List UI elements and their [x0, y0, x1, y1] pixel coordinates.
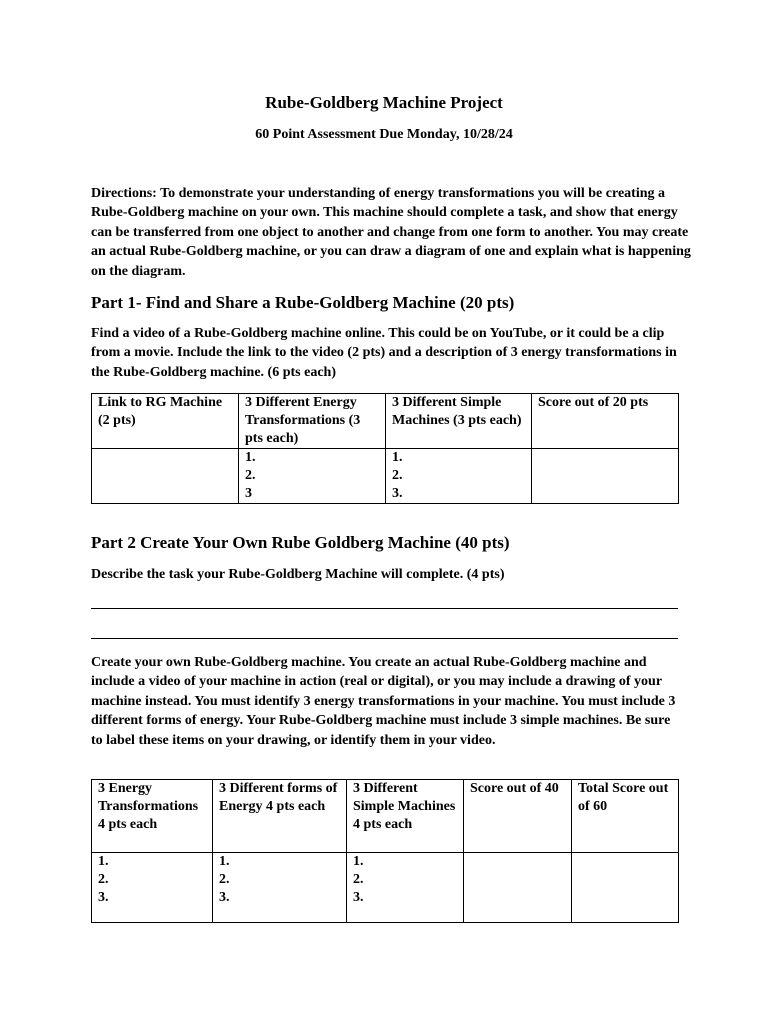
list-item: 2. — [392, 468, 403, 483]
list-item: 3. — [98, 890, 109, 905]
part1-header-row — [92, 394, 679, 449]
list-item: 3. — [353, 890, 364, 905]
part2-header-total-score: Total Score out of 60 — [572, 780, 679, 853]
part1-link-cell[interactable] — [92, 449, 239, 504]
answer-line[interactable] — [91, 608, 678, 609]
part2-header-forms-of-energy: 3 Different forms of Energy 4 pts each — [213, 780, 347, 853]
part1-paragraph: Find a video of a Rube-Goldberg machine online. This could be on YouTube, or it could be a clip from a movie. Include the link to the video (2 pts) and a description of 3 energy transformations in the Rube-Goldberg machine. (6 pts each) — [91, 326, 677, 380]
list-item: 1. — [245, 450, 256, 465]
list-item: 2. — [98, 872, 109, 887]
part1-simple-machines-cell[interactable] — [386, 449, 532, 504]
list-item: 2. — [245, 468, 256, 483]
list-item: 3. — [219, 890, 230, 905]
part2-paragraph: Create your own Rube-Goldberg machine. You create an actual Rube-Goldberg machine and include a video of your machine in action (real or digital), or you may include a drawing of your machine instead. You must identify 3 energy transformations in your machine. You must include 3 different forms of energy. Your Rube-Goldberg machine must include 3 simple machines. Be sure to label these items on your drawing, or identify them in your video. — [91, 655, 676, 748]
part2-answer-row — [92, 853, 679, 923]
document-subtitle: 60 Point Assessment Due Monday, 10/28/24 — [255, 127, 513, 142]
list-item: 2. — [219, 872, 230, 887]
part2-header-transformations: 3 Energy Transformations 4 pts each — [92, 780, 213, 853]
part2-table — [91, 779, 679, 923]
answer-line[interactable] — [91, 638, 678, 639]
part2-heading: Part 2 Create Your Own Rube Goldberg Machine (40 pts) — [91, 533, 510, 552]
part2-simple-machines-cell[interactable] — [347, 853, 464, 923]
part1-header-simple-machines: 3 Different Simple Machines (3 pts each) — [386, 394, 532, 449]
list-item: 1. — [353, 854, 364, 869]
part2-header-score: Score out of 40 — [464, 780, 572, 853]
document-title: Rube-Goldberg Machine Project — [265, 93, 503, 112]
list-item: 1. — [219, 854, 230, 869]
part2-header-row — [92, 780, 679, 853]
part1-table — [91, 393, 679, 504]
part1-score-cell[interactable] — [532, 449, 679, 504]
list-item: 1. — [98, 854, 109, 869]
part2-total-score-cell[interactable] — [572, 853, 679, 923]
part1-transformations-cell[interactable] — [239, 449, 386, 504]
list-item: 3 — [245, 486, 252, 501]
part2-forms-of-energy-cell[interactable] — [213, 853, 347, 923]
list-item: 1. — [392, 450, 403, 465]
part1-heading: Part 1- Find and Share a Rube-Goldberg Machine (20 pts) — [91, 293, 515, 312]
part1-answer-row — [92, 449, 679, 504]
part2-task-prompt: Describe the task your Rube-Goldberg Machine will complete. (4 pts) — [91, 567, 505, 582]
part2-header-simple-machines: 3 Different Simple Machines 4 pts each — [347, 780, 464, 853]
directions-paragraph: Directions: To demonstrate your understanding of energy transformations you will be creating a Rube-Goldberg machine on your own. This machine should complete a task, and show that energy can be transferred from one object to another and change from one form to another. You may create an actual Rube-Goldberg machine, or you can draw a diagram of one and explain what is happening on the diagram. — [91, 186, 691, 279]
part2-score-cell[interactable] — [464, 853, 572, 923]
part2-transformations-cell[interactable] — [92, 853, 213, 923]
list-item: 2. — [353, 872, 364, 887]
list-item: 3. — [392, 486, 403, 501]
part1-header-score: Score out of 20 pts — [532, 394, 679, 449]
part1-header-transformations: 3 Different Energy Transformations (3 pts each) — [239, 394, 386, 449]
part1-header-link: Link to RG Machine (2 pts) — [92, 394, 239, 449]
